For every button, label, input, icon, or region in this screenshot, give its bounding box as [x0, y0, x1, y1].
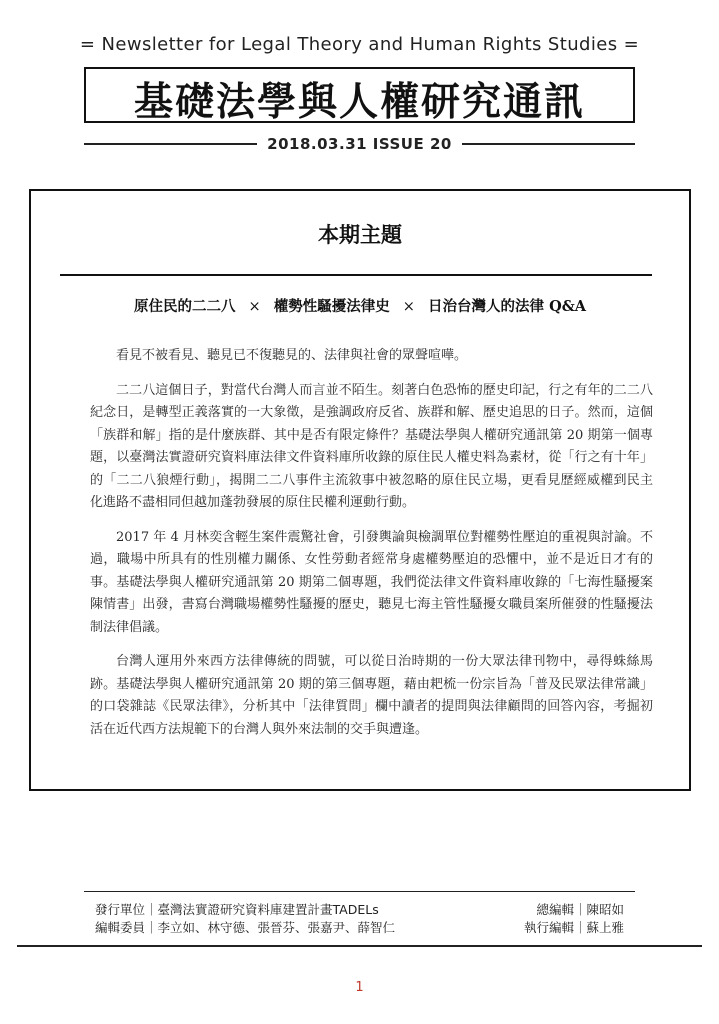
footer-rule-bottom [17, 945, 702, 947]
paragraph-intro: 看見不被看見、聽見已不復聽見的、法律與社會的眾聲喧嘩。 [116, 348, 468, 363]
newsletter-title-box [84, 67, 635, 123]
paragraph-topic-1: 二二八這個日子，對當代台灣人而言並不陌生。刻著白色恐怖的歷史印記，行之有年的二二八紀念日，是轉型正義落實的一大象徵，是強調政府反省、族群和解、歷史追思的日子。然而，這個「族群和解」指的是什麼族群、其中是否有限定條件？基礎法學與人權研究通訊第 20 期第一個專題，以臺灣法實證研究資料庫法律文件資料庫所收錄的原住民人權史料為素材，從「行之有十年」的「二二八狼煙行動」，揭開二二八事件主流敘事中被忽略的原住民立場，更看見歷經威權到民主化進路不盡相同但越加蓬勃發展的原住民權利運動行動。 [90, 382, 653, 510]
topic-1: 原住民的二二八 [133, 298, 236, 315]
topic-separator: × [248, 299, 261, 315]
featured-topics-box [29, 189, 691, 791]
footer-publisher: 發行單位｜臺灣法實證研究資料庫建置計畫TADELs [95, 902, 379, 917]
issue-rule-right [462, 143, 635, 145]
footer-exec-editor: 執行編輯｜蘇上雅 [523, 920, 624, 935]
topic-separator: × [402, 299, 415, 315]
topics-line [31, 295, 689, 316]
paragraph-topic-2: 2017 年 4 月林奕含輕生案件震驚社會，引發輿論與檢調單位對權勢性壓迫的重視與討論。不過，職場中所具有的性別權力關係、女性勞動者經常身處權勢壓迫的恐懼中，並不是近日才有的事。基礎法學與人權研究通訊第 20 期第二個專題，我們從法律文件資料庫收錄的「七海性騷擾案陳情書」出發，書寫台灣職場權勢性騷擾的歷史，聽見七海主管性騷擾女職員案所催發的性騷擾法制法律倡議。 [90, 529, 653, 635]
issue-date: 2018.03.31 ISSUE 20 [267, 135, 452, 153]
footer-chief-editor: 總編輯｜陳昭如 [536, 902, 624, 917]
issue-rule-left [84, 143, 257, 145]
footer-rule-top [84, 891, 635, 892]
page-number: 1 [355, 980, 364, 995]
section-title: 本期主題 [318, 222, 402, 247]
footer-committee: 編輯委員｜李立如、林守德、張晉芬、張嘉尹、薛智仁 [95, 920, 396, 935]
section-rule [60, 274, 652, 276]
paragraph-topic-3: 台灣人運用外來西方法律傳統的問號，可以從日治時期的一份大眾法律刊物中，尋得蛛絲馬跡。基礎法學與人權研究通訊第 20 期的第三個專題，藉由耙梳一份宗旨為「普及民眾法律常識」的口袋雜誌《民眾法律》，分析其中「法律質問」欄中讀者的提問與法律顧問的回答內容，考掘初活在近代西方法規範下的台灣人與外來法制的交手與遭逢。 [90, 654, 653, 737]
issue-row [84, 133, 635, 155]
topic-3: 日治台灣人的法律 Q&A [428, 298, 587, 315]
body-text [90, 345, 653, 753]
newsletter-english-title: = Newsletter for Legal Theory and Human Rights Studies = [79, 34, 640, 55]
newsletter-chinese-title: 基礎法學與人權研究通訊 [133, 80, 585, 125]
topic-2: 權勢性騷擾法律史 [273, 298, 390, 315]
